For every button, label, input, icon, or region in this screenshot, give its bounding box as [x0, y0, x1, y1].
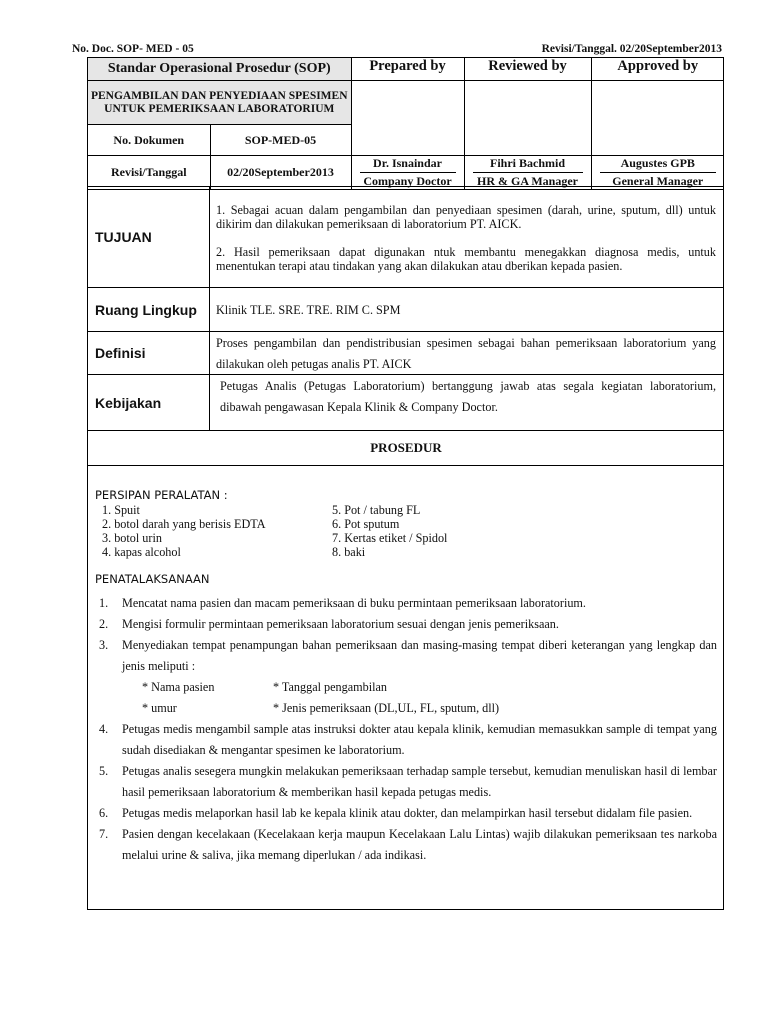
list-item [95, 803, 717, 824]
sop-document-frame [87, 57, 724, 910]
definisi-text: Proses pengambilan dan pendistribusian spesimen sebagai bahan pemeriksaan laboratorium yang dilakukan oleh petugas analis PT. AICK [216, 336, 716, 371]
step-number: 3. [99, 638, 109, 652]
step-number: 2. [99, 617, 109, 631]
sop-title: Standar Operasional Prosedur (SOP) [88, 58, 351, 81]
equipment-item: 5. Pot / tabung FL [332, 503, 421, 517]
step-text: Mencatat nama pasien dan macam pemeriksaan di buku permintaan pemeriksaan laboratorium. [122, 596, 586, 610]
approved-signature-area [591, 81, 724, 156]
equipment-item: 4. kapas alcohol [102, 545, 181, 559]
equipment-list-right [332, 503, 447, 559]
equipment-item: 1. Spuit [102, 503, 140, 517]
kebijakan-text: Petugas Analis (Petugas Laboratorium) bertanggung jawab atas segala kegiatan laboratorium, dibawah pengawasan Kepala Klinik & Company Doctor. [220, 379, 716, 414]
sub-item: * Jenis pemeriksaan (DL,UL, FL, sputum, dll) [273, 701, 500, 715]
list-item [95, 593, 717, 614]
step-text: Petugas analis sesegera mungkin melakukan pemeriksaan terhadap sample tersebut, kemudian menuliskan hasil di lembar hasil pemeriksaan laboratorium & memberikan hasil kepada petugas medis. [122, 764, 717, 799]
procedure-steps [95, 593, 717, 866]
reviewer-role: HR & GA Manager [477, 174, 579, 188]
equipment-item: 8. baki [332, 545, 366, 559]
preparer-name: Dr. Isnaindar [360, 156, 456, 173]
equipment-list-left [102, 503, 266, 559]
step-number: 1. [99, 596, 109, 610]
definisi-label: Definisi [88, 332, 210, 374]
step3-sub-row [122, 698, 717, 719]
revisi-label: Revisi/Tanggal [88, 156, 210, 190]
sub-item: * Tanggal pengambilan [273, 680, 387, 694]
step-number: 4. [99, 722, 109, 736]
approver-role: General Manager [612, 174, 704, 188]
step-text: Mengisi formulir permintaan pemeriksaan laboratorium sesuai dengan jenis pemeriksaan. [122, 617, 559, 631]
doc-number: No. Doc. SOP- MED - 05 [72, 43, 194, 55]
equipment-item: 7. Kertas etiket / Spidol [332, 531, 448, 545]
sop-header-table [88, 58, 724, 190]
step-number: 6. [99, 806, 109, 820]
kebijakan-label: Kebijakan [88, 375, 210, 430]
reviewer-name: Fihri Bachmid [473, 156, 583, 173]
step-text: Menyediakan tempat penampungan bahan pemeriksaan dan masing-masing tempat diberi keterangan yang lengkap dan jenis meliputi : [122, 638, 717, 673]
sub-item: * umur [142, 701, 177, 715]
document-title: PENGAMBILAN DAN PENYEDIAAN SPESIMEN UNTUK PEMERIKSAAN LABORATORIUM [88, 81, 351, 125]
step-text: Petugas medis mengambil sample atas instruksi dokter atau kepala klinik, kemudian memasukkan sample di tempat yang sudah disediakan & mengantar spesimen ke laboratorium. [122, 722, 717, 757]
list-item [95, 635, 717, 719]
definisi-section [88, 331, 724, 374]
revision-date: Revisi/Tanggal. 02/20September2013 [541, 43, 722, 55]
list-item [95, 761, 717, 803]
step-text: Petugas medis melaporkan hasil lab ke kepala klinik atau dokter, dan melampirkan hasil tersebut didalam file pasien. [122, 806, 693, 820]
list-item [95, 719, 717, 761]
prepared-by-header: Prepared by [351, 58, 464, 81]
kebijakan-section [88, 374, 724, 430]
reviewed-by-header: Reviewed by [464, 58, 591, 81]
equipment-item: 2. botol darah yang berisis EDTA [102, 517, 266, 531]
list-item [95, 614, 717, 635]
tujuan-label: TUJUAN [88, 187, 210, 287]
no-dokumen-value: SOP-MED-05 [210, 125, 351, 156]
step-number: 7. [99, 827, 109, 841]
equipment-item: 6. Pot sputum [332, 517, 400, 531]
ruang-lingkup-text: Klinik TLE. SRE. TRE. RIM C. SPM [216, 303, 401, 317]
reviewed-signature-area [464, 81, 591, 156]
step3-sub-row [122, 677, 717, 698]
list-item [95, 824, 717, 866]
revisi-value: 02/20September2013 [210, 156, 351, 190]
tujuan-point-2: 2. Hasil pemeriksaan dapat digunakan ntuk membantu menegakkan diagnosa medis, untuk menentukan terapi atau tindakan yang akan dilakukan atau dberikan kepada pasien. [216, 245, 716, 273]
approver-name: Augustes GPB [600, 156, 717, 173]
approved-by-header: Approved by [591, 58, 724, 81]
no-dokumen-label: No. Dokumen [88, 125, 210, 156]
preparer-role: Company Doctor [363, 174, 452, 188]
ruang-lingkup-section [88, 287, 724, 331]
step-number: 5. [99, 764, 109, 778]
tujuan-point-1: 1. Sebagai acuan dalam pengambilan dan penyediaan spesimen (darah, urine, sputum, dll) untuk dikirim dan dilakukan pemeriksaan di laboratorium PT. AICK. [216, 203, 716, 231]
ruang-lingkup-label: Ruang Lingkup [88, 288, 210, 331]
penatalaksanaan-title: PENATALAKSANAAN [95, 572, 210, 586]
prosedur-title: PROSEDUR [88, 430, 724, 466]
tujuan-section [88, 186, 724, 287]
persiapan-peralatan-title: PERSIPAN PERALATAN : [95, 488, 228, 502]
sub-item: * Nama pasien [142, 680, 215, 694]
step-text: Pasien dengan kecelakaan (Kecelakaan kerja maupun Kecelakaan Lalu Lintas) wajib dilakukan pemeriksaan tes narkoba melalui urine & saliva, jika memang diperlukan / ada indikasi. [122, 827, 717, 862]
preparer-signer [351, 156, 464, 190]
equipment-item: 3. botol urin [102, 531, 162, 545]
reviewer-signer [464, 156, 591, 190]
prepared-signature-area [351, 81, 464, 156]
approver-signer [591, 156, 724, 190]
